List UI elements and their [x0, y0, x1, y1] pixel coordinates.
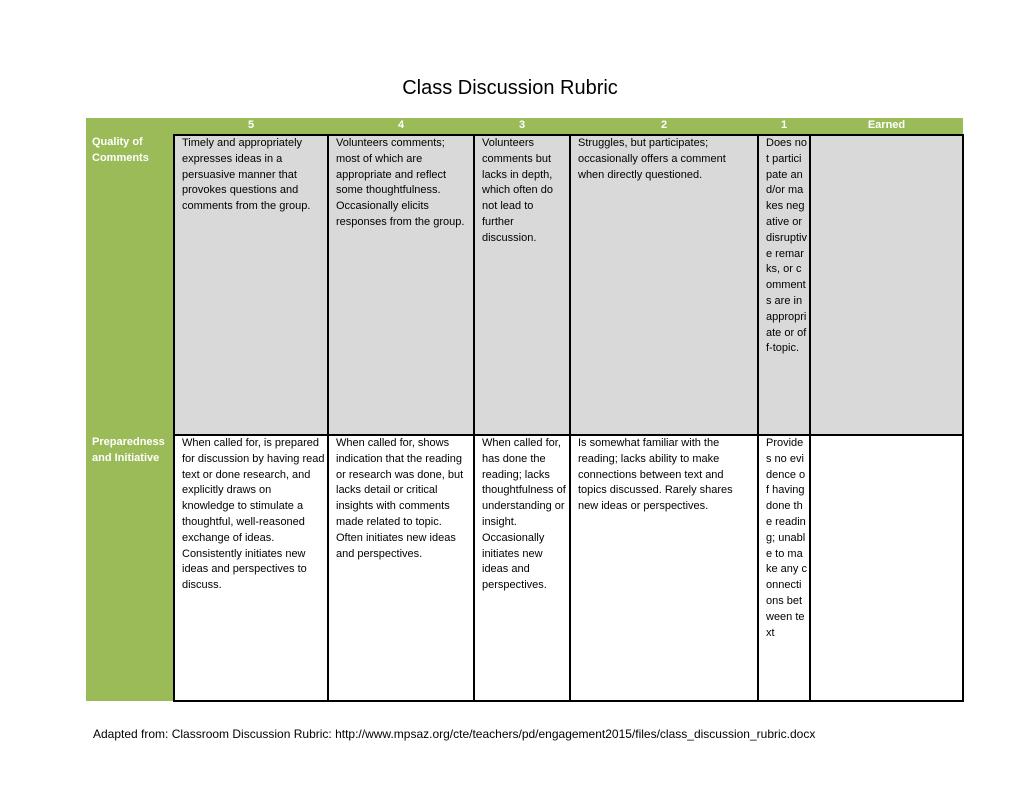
cell-quality-earned[interactable] — [810, 135, 963, 435]
cell-preparedness-5: When called for, is prepared for discussion by having read text or done research, and explicitly draws on knowledge to stimulate a thoughtful, well-reasoned exchange of ideas. Consistently initiates new ideas and perspectives to discuss. — [174, 435, 328, 701]
table-row — [86, 135, 963, 435]
cell-quality-5: Timely and appropriately expresses ideas in a persuasive manner that provokes questions and comments from the group. — [174, 135, 328, 435]
cell-quality-1: Does not participate and/or makes negative or disruptive remarks, or comments are inappropriate or off-topic. — [758, 135, 810, 435]
source-citation: Adapted from: Classroom Discussion Rubric: http://www.mpsaz.org/cte/teachers/pd/engagement2015/files/class_discussion_rubric.docx — [93, 727, 816, 741]
header-score-4: 4 — [328, 118, 474, 135]
header-score-5: 5 — [174, 118, 328, 135]
cell-preparedness-3: When called for, has done the reading; lacks thoughtfulness of understanding or insight. Occasionally initiates new ideas and perspectives. — [474, 435, 570, 701]
table-row — [86, 435, 963, 701]
rubric-table — [86, 118, 964, 702]
cell-preparedness-4: When called for, shows indication that the reading or research was done, but lacks detail or critical insights with comments made related to topic. Often initiates new ideas and perspectives. — [328, 435, 474, 701]
cell-quality-2: Struggles, but participates; occasionally offers a comment when directly questioned. — [570, 135, 758, 435]
header-corner — [86, 118, 174, 135]
cell-quality-3: Volunteers comments but lacks in depth, which often do not lead to further discussion. — [474, 135, 570, 435]
page-title: Class Discussion Rubric — [402, 77, 618, 99]
header-score-3: 3 — [474, 118, 570, 135]
header-score-1: 1 — [758, 118, 810, 135]
criterion-preparedness-and-initiative: Preparedness and Initiative — [86, 435, 174, 701]
cell-preparedness-2: Is somewhat familiar with the reading; lacks ability to make connections between text and topics discussed. Rarely shares new ideas or perspectives. — [570, 435, 758, 701]
header-earned: Earned — [810, 118, 963, 135]
cell-preparedness-earned[interactable] — [810, 435, 963, 701]
criterion-quality-of-comments: Quality of Comments — [86, 135, 174, 435]
header-row — [86, 118, 963, 135]
header-score-2: 2 — [570, 118, 758, 135]
cell-preparedness-1: Provides no evidence of having done the reading; unable to make any connections between text — [758, 435, 810, 701]
cell-quality-4: Volunteers comments; most of which are appropriate and reflect some thoughtfulness. Occasionally elicits responses from the group. — [328, 135, 474, 435]
